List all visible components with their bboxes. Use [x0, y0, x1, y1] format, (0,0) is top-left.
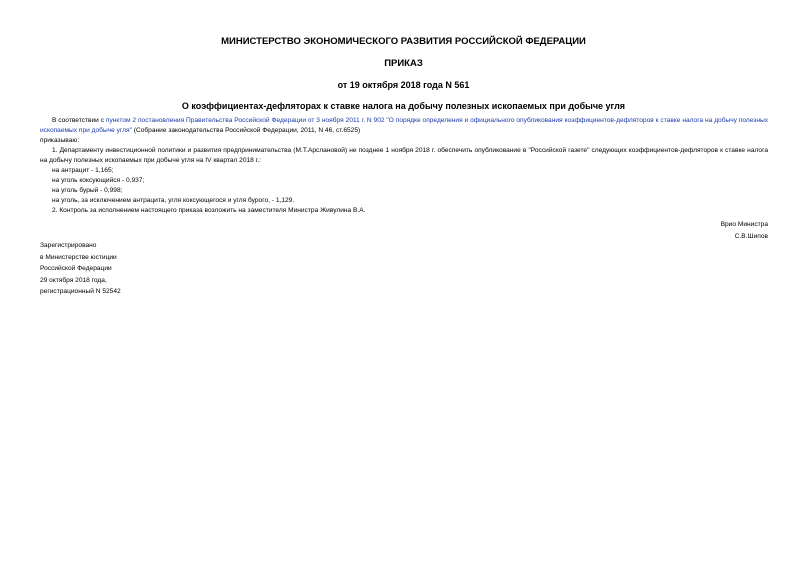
ministry-name: МИНИСТЕРСТВО ЭКОНОМИЧЕСКОГО РАЗВИТИЯ РОССИЙСКОЙ ФЕДЕРАЦИИ — [221, 36, 586, 47]
order-heading: ПРИКАЗ — [384, 58, 423, 69]
item-2-text: 2. Контроль за исполнением настоящего приказа возложить на заместителя Министра Живулина В.А. — [52, 207, 366, 214]
preamble-suffix: (Собрание законодательства Российской Федерации, 2011, N 46, ст.6525) — [131, 127, 361, 134]
preamble-prefix: В соответствии с — [52, 117, 106, 124]
signatory-name: С.В.Шипов — [734, 233, 768, 240]
signatory-position: Врио Министра — [720, 221, 768, 228]
coefficient-anthracite: на антрацит - 1,165; — [52, 167, 114, 174]
order-title: О коэффициентах-дефляторах к ставке налога на добычу полезных ископаемых при добыче угля — [181, 101, 626, 111]
orders-line: приказываю: — [40, 137, 80, 144]
order-date: от 19 октября 2018 года N 561 — [337, 80, 470, 90]
registration-line: Зарегистрировано — [40, 242, 97, 249]
government-decree-link[interactable]: пунктом 2 постановления Правительства Российской Федерации от 3 ноября 2011 г. N 902 "О порядке определения и официального опубликования коэффициентов-дефляторов к ставке налога на добычу полезных ископаемых при добыче угля" — [40, 117, 769, 134]
registration-date: 29 октября 2018 года, — [40, 276, 107, 284]
registration-line: Российской Федерации — [40, 265, 112, 272]
registration-block — [40, 240, 121, 298]
coefficient-coking-coal: на уголь коксующийся - 0,937; — [52, 177, 145, 184]
preamble-paragraph — [40, 116, 768, 136]
coefficient-brown-coal: на уголь бурый - 0,998; — [52, 187, 123, 194]
registration-line: в Министерстве юстиции — [40, 253, 117, 261]
signature-block — [721, 219, 768, 243]
coefficient-other-coal: на уголь, за исключением антрацита, угля коксующегося и угля бурого, - 1,129. — [52, 197, 295, 204]
document-body — [40, 116, 768, 216]
registration-number: регистрационный N 52542 — [40, 288, 121, 295]
item-1-text: 1. Департаменту инвестиционной политики и развития предпринимательства (М.Т.Арслановой) не позднее 1 ноября 2018 г. обеспечить опубликование в "Российской газете" следующих коэффициентов-дефляторов к ставке налога на добычу полезных ископаемых при добыче угля на IV квартал 2018 г.: — [40, 147, 768, 164]
